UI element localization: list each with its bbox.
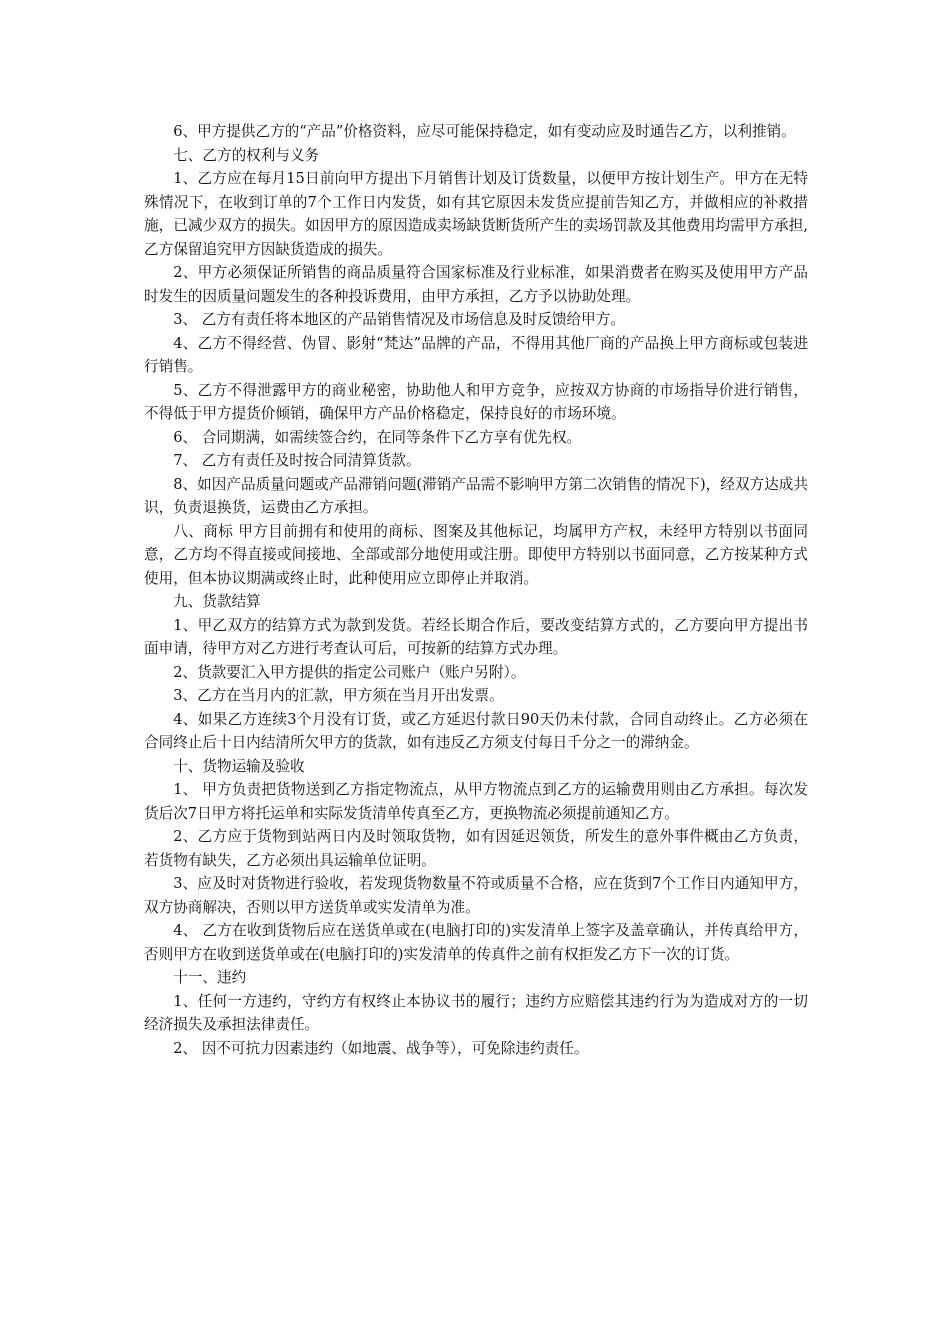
section-9-heading: 九、货款结算 bbox=[173, 593, 261, 610]
clause-7-4: 4、乙方不得经营、伪冒、影射“梵达”品牌的产品，不得用其他厂商的产品换上甲方商标或包装进行销售。 bbox=[144, 334, 808, 375]
clause-10-2: 2、乙方应于货物到站两日内及时领取货物，如有因延迟领货，所发生的意外事件概由乙方负责，若货物有缺失，乙方必须出具运输单位证明。 bbox=[144, 828, 808, 869]
clause-9-4: 4、如果乙方连续3个月没有订货，或乙方延迟付款日90天仍未付款，合同自动终止。乙方必须在合同终止后十日内结清所欠甲方的货款，如有违反乙方须支付每日千分之一的滞纳金。 bbox=[144, 710, 808, 751]
clause-7-3: 3、 乙方有责任将本地区的产品销售情况及市场信息及时反馈给甲方。 bbox=[173, 311, 625, 328]
clause-9-1: 1、甲乙双方的结算方式为款到发货。若经长期合作后，要改变结算方式的，乙方要向甲方提出书面申请，待甲方对乙方进行考查认可后，可按新的结算方式办理。 bbox=[144, 616, 808, 657]
clause-10-4: 4、 乙方在收到货物后应在送货单或在(电脑打印的)实发清单上签字及盖章确认，并传真给甲方，否则甲方在收到送货单或在(电脑打印的)实发清单的传真件之前有权拒发乙方下一次的订货。 bbox=[144, 922, 808, 963]
section-7-heading: 七、乙方的权利与义务 bbox=[173, 146, 320, 164]
clause-9-3: 3、乙方在当月内的汇款，甲方须在当月开出发票。 bbox=[173, 687, 504, 704]
section-11-heading: 十一、违约 bbox=[173, 969, 247, 986]
clause-7-5: 5、乙方不得泄露甲方的商业秘密，协助他人和甲方竞争，应按双方协商的市场指导价进行销售，不得低于甲方提货价倾销，确保甲方产品价格稳定，保持良好的市场环境。 bbox=[144, 381, 808, 422]
clause-9-2: 2、货款要汇入甲方提供的指定公司账户（账户另附）。 bbox=[173, 663, 526, 681]
document-body bbox=[144, 120, 808, 1060]
clause-11-2: 2、 因不可抗力因素违约（如地震、战争等），可免除违约责任。 bbox=[173, 1039, 589, 1057]
clause-11-1: 1、任何一方违约，守约方有权终止本协议书的履行；违约方应赔偿其违约行为为造成对方的一切经济损失及承担法律责任。 bbox=[144, 992, 808, 1033]
section-8-trademark: 八、商标 甲方目前拥有和使用的商标、图案及其他标记，均属甲方产权，未经甲方特别以书面同意，乙方均不得直接或间接地、全部或部分地使用或注册。即使甲方特别以书面同意，乙方按某种方式使用，但本协议期满或终止时，此种使用应立即停止并取消。 bbox=[144, 522, 808, 587]
clause-7-1: 1、乙方应在每月15日前向甲方提出下月销售计划及订货数量，以便甲方按计划生产。甲方在无特殊情况下，在收到订单的7个工作日内发货，如有其它原因未发货应提前告知乙方，并做相应的补救措施，已减少双方的损失。如因甲方的原因造成卖场缺货断货所产生的卖场罚款及其他费用均需甲方承担,乙方保留追究甲方因缺货造成的损失。 bbox=[144, 170, 808, 258]
clause-10-3: 3、应及时对货物进行验收，若发现货物数量不符或质量不合格，应在货到7个工作日内通知甲方，双方协商解决，否则以甲方送货单或实发清单为准。 bbox=[144, 875, 808, 916]
clause-7-7: 7、 乙方有责任及时按合同清算货款。 bbox=[173, 452, 421, 469]
clause-7-6: 6、 合同期满，如需续签合约，在同等条件下乙方享有优先权。 bbox=[173, 428, 582, 446]
clause-7-2: 2、甲方必须保证所销售的商品质量符合国家标准及行业标准，如果消费者在购买及使用甲方产品时发生的因质量问题发生的各种投诉费用，由甲方承担，乙方予以协助处理。 bbox=[144, 264, 808, 305]
clause-6-price-info: 6、甲方提供乙方的“产品”价格资料，应尽可能保持稳定，如有变动应及时通告乙方，以利推销。 bbox=[173, 123, 796, 140]
clause-10-1: 1、 甲方负责把货物送到乙方指定物流点，从甲方物流点到乙方的运输费用则由乙方承担。每次发货后次7日甲方将托运单和实际发货清单传真至乙方，更换物流必须提前通知乙方。 bbox=[144, 781, 808, 822]
section-10-heading: 十、货物运输及验收 bbox=[173, 757, 305, 775]
clause-7-8: 8、如因产品质量问题或产品滞销问题(滞销产品需不影响甲方第二次销售的情况下)，经双方达成共识，负责退换货，运费由乙方承担。 bbox=[144, 475, 808, 516]
